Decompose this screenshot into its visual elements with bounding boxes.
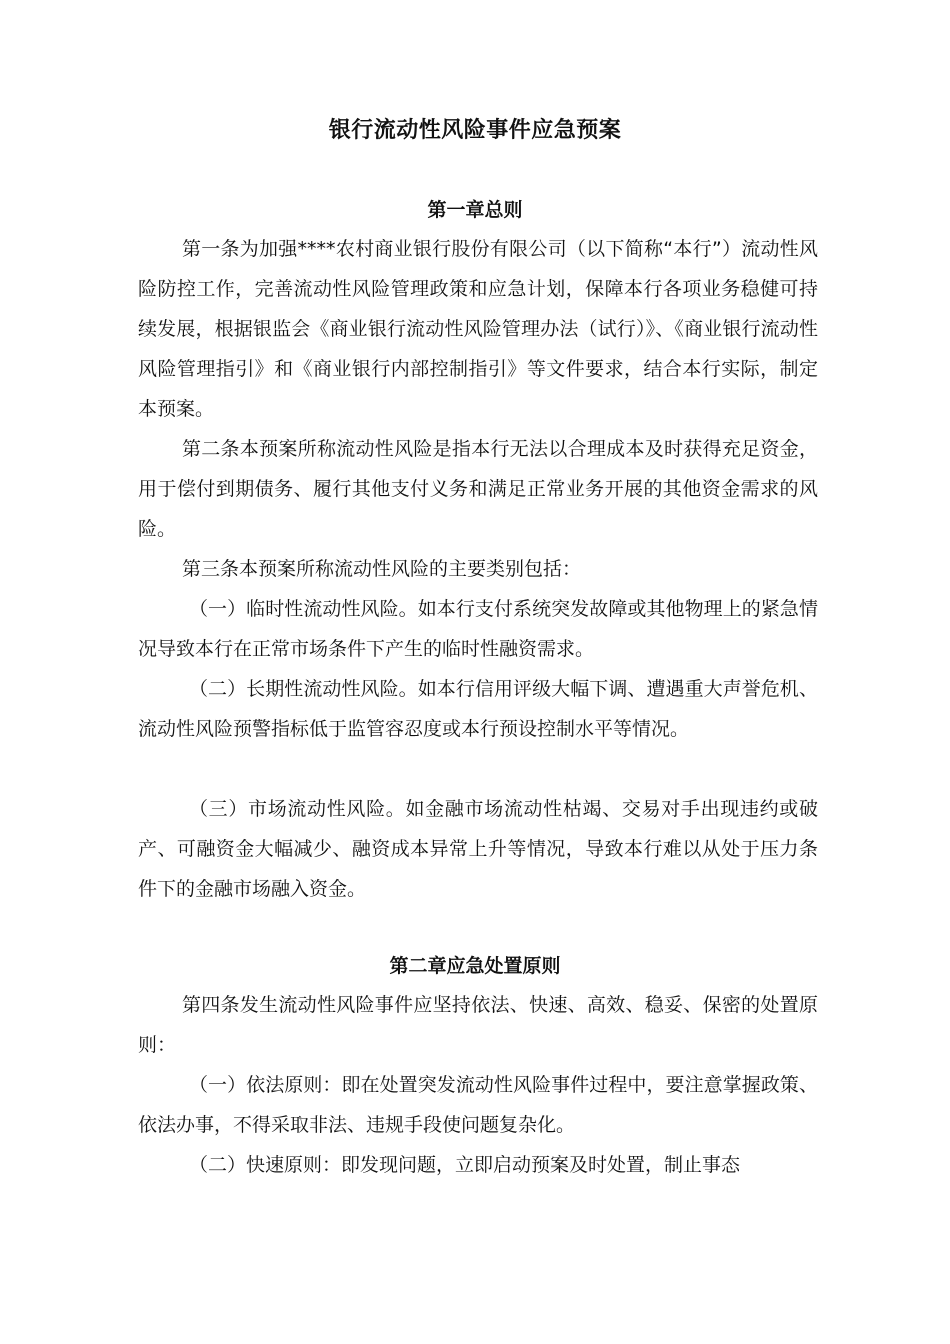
article-3-item-2: （二）长期性流动性风险。如本行信用评级大幅下调、遭遇重大声誉危机、流动性风险预警指标低于监管容忍度或本行预设控制水平等情况。: [138, 678, 818, 740]
chapter-heading: 第一章总则: [427, 199, 523, 221]
article-3-paragraph: 第三条本预案所称流动性风险的主要类别包括：: [182, 558, 582, 580]
chapter-heading: 第二章应急处置原则: [389, 955, 561, 977]
article-1-paragraph: 第一条为加强****农村商业银行股份有限公司（以下简称“本行”）流动性风险防控工作，完善流动性风险管理政策和应急计划，保障本行各项业务稳健可持续发展，根据银监会《商业银行流动性风险管理办法（试行）》、《商业银行流动性风险管理指引》和《商业银行内部控制指引》等文件要求，结合本行实际，制定本预案。: [138, 238, 818, 420]
article-2-paragraph: 第二条本预案所称流动性风险是指本行无法以合理成本及时获得充足资金，用于偿付到期债务、履行其他支付义务和满足正常业务开展的其他资金需求的风险。: [138, 438, 818, 540]
article-3-item-3: （三）市场流动性风险。如金融市场流动性枯竭、交易对手出现违约或破产、可融资金大幅减少、融资成本异常上升等情况，导致本行难以从处于压力条件下的金融市场融入资金。: [138, 798, 818, 900]
article-4-paragraph: 第四条发生流动性风险事件应坚持依法、快速、高效、稳妥、保密的处置原则：: [138, 994, 818, 1056]
article-4-item-2: （二）快速原则：即发现问题，立即启动预案及时处置，制止事态: [189, 1154, 741, 1176]
article-4-item-1: （一）依法原则：即在处置突发流动性风险事件过程中，要注意掌握政策、依法办事，不得采取非法、违规手段使问题复杂化。: [138, 1074, 818, 1136]
document-title: 银行流动性风险事件应急预案: [328, 118, 622, 143]
article-3-item-1: （一）临时性流动性风险。如本行支付系统突发故障或其他物理上的紧急情况导致本行在正常市场条件下产生的临时性融资需求。: [138, 598, 818, 660]
